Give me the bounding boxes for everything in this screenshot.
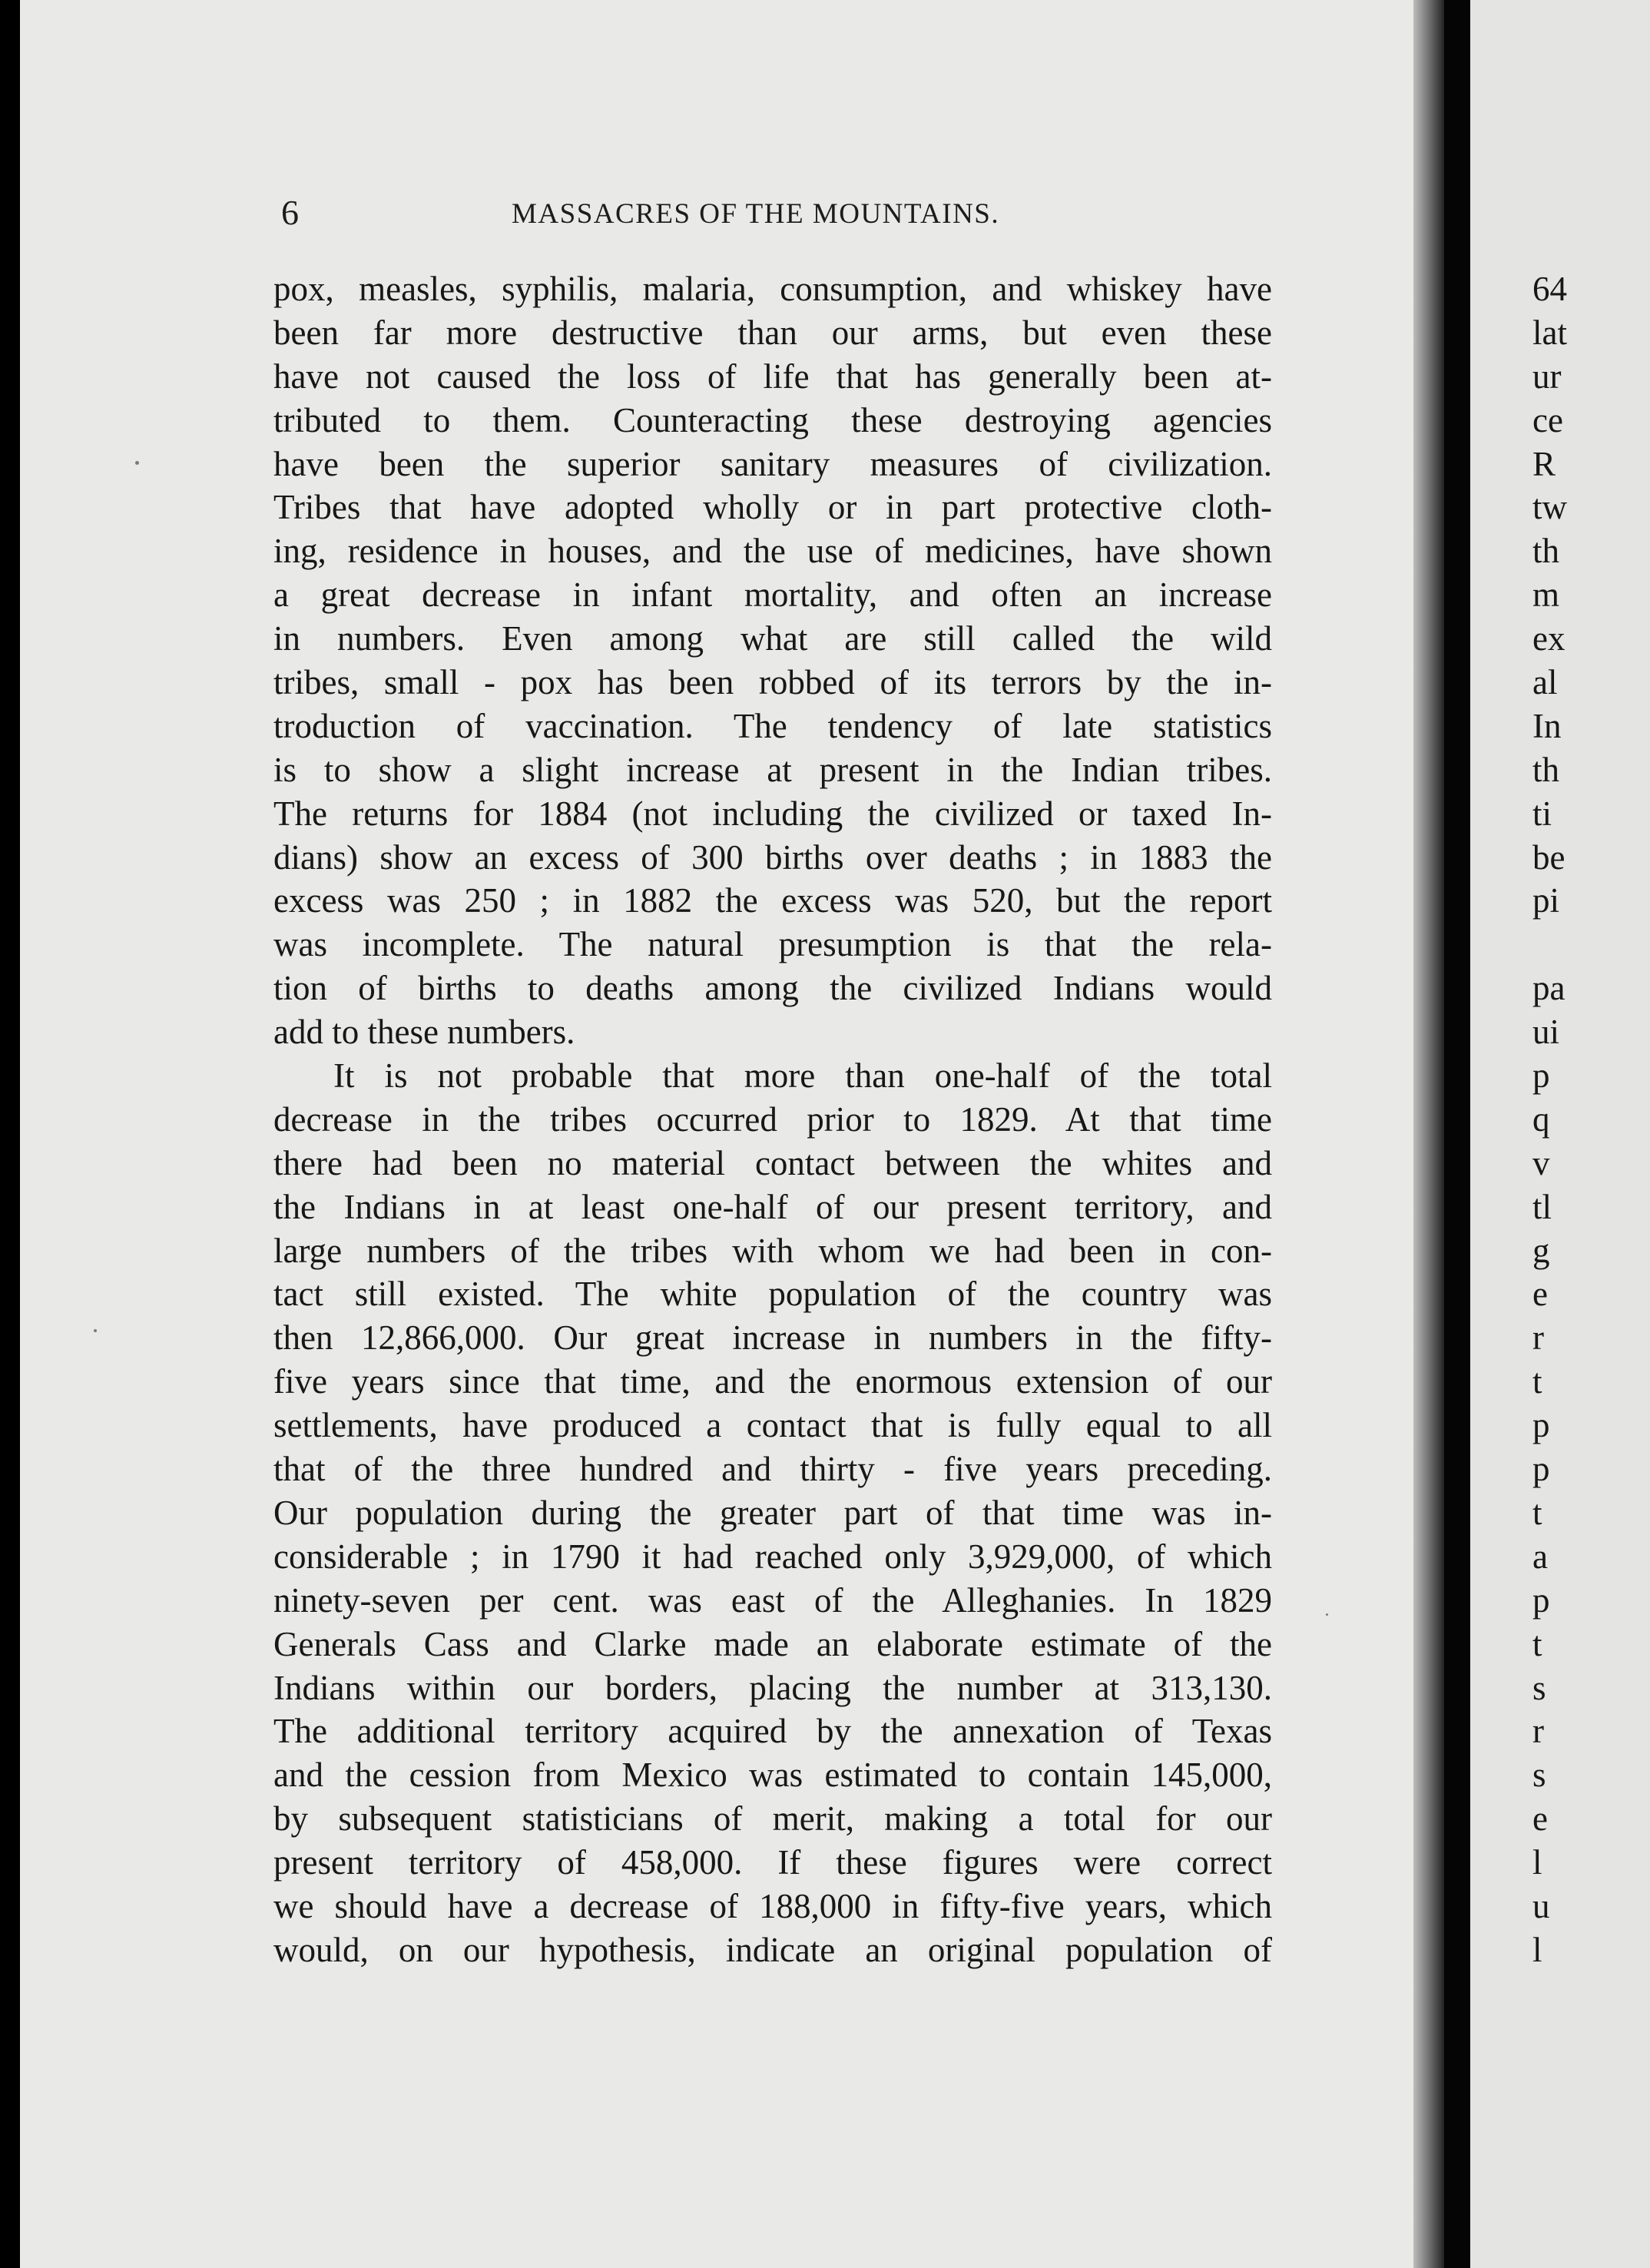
- text-line: tribes, small - pox has been robbed of its terrors by the in-: [273, 663, 1272, 702]
- facing-text-fragment: ce: [1532, 400, 1563, 439]
- text-line: by subsequent statisticians of merit, making a total for our: [273, 1799, 1272, 1839]
- facing-text-fragment: v: [1532, 1143, 1550, 1182]
- text-line: tact still existed. The white population of the country was: [273, 1275, 1272, 1314]
- text-line: troduction of vaccination. The tendency of late statistics: [273, 706, 1272, 745]
- text-line: in numbers. Even among what are still called the wild: [273, 619, 1272, 658]
- facing-text-fragment: t: [1532, 1362, 1542, 1401]
- facing-text-fragment: tw: [1532, 488, 1567, 527]
- running-title: MASSACRES OF THE MOUNTAINS.: [512, 198, 1000, 230]
- text-line: decrease in the tribes occurred prior to 1829. At that time: [273, 1099, 1272, 1139]
- facing-text-fragment: ti: [1532, 794, 1552, 833]
- page-edge-shadow: [1413, 0, 1446, 2268]
- text-line: would, on our hypothesis, indicate an original population of: [273, 1930, 1272, 1969]
- text-line: considerable ; in 1790 it had reached only 3,929,000, of which: [273, 1537, 1272, 1576]
- facing-text-fragment: be: [1532, 837, 1566, 877]
- facing-text-fragment: R: [1532, 444, 1556, 483]
- text-line: large numbers of the tribes with whom we had been in con-: [273, 1231, 1272, 1270]
- text-line: present territory of 458,000. If these figures were correct: [273, 1843, 1272, 1882]
- paper-speck: [94, 1329, 97, 1332]
- facing-text-fragment: q: [1532, 1099, 1550, 1139]
- facing-text-fragment: r: [1532, 1712, 1544, 1751]
- facing-text-fragment: m: [1532, 575, 1560, 615]
- text-line: ninety-seven per cent. was east of the Alleghanies. In 1829: [273, 1580, 1272, 1620]
- paragraph: [273, 267, 1272, 1054]
- facing-text-fragment: In: [1532, 706, 1562, 745]
- book-gutter: [1444, 0, 1472, 2268]
- facing-text-fragment: p: [1532, 1406, 1550, 1445]
- facing-text-fragment: ui: [1532, 1013, 1560, 1052]
- text-line: tion of births to deaths among the civilized Indians would: [273, 969, 1272, 1008]
- text-line: then 12,866,000. Our great increase in numbers in the fifty-: [273, 1318, 1272, 1358]
- facing-text-fragment: al: [1532, 663, 1558, 702]
- text-line: that of the three hundred and thirty - five years preceding.: [273, 1450, 1272, 1489]
- text-line: The returns for 1884 (not including the civilized or taxed In-: [273, 794, 1272, 833]
- facing-text-fragment: 64: [1532, 270, 1567, 308]
- text-line: a great decrease in infant mortality, and often an increase: [273, 575, 1272, 615]
- facing-text-fragment: t: [1532, 1624, 1542, 1663]
- facing-text-fragment: p: [1532, 1580, 1550, 1620]
- facing-text-fragment: t: [1532, 1493, 1542, 1532]
- facing-text-fragment: ex: [1532, 619, 1566, 658]
- text-line: It is not probable that more than one-half of the total: [333, 1056, 1272, 1096]
- facing-text-fragment: lat: [1532, 313, 1567, 352]
- page-number: 6: [281, 193, 299, 232]
- facing-text-fragment: l: [1532, 1930, 1542, 1969]
- paper-speck: [1326, 1613, 1328, 1616]
- facing-text-fragment: s: [1532, 1668, 1546, 1707]
- text-line: been far more destructive than our arms, but even these: [273, 313, 1272, 352]
- text-line: and the cession from Mexico was estimated to contain 145,000,: [273, 1756, 1272, 1795]
- facing-text-fragment: a: [1532, 1537, 1548, 1576]
- text-line: Our population during the greater part of that time was in-: [273, 1493, 1272, 1532]
- text-line: was incomplete. The natural presumption is that the rela-: [273, 925, 1272, 964]
- facing-text-fragment: pi: [1532, 881, 1560, 920]
- text-line: five years since that time, and the enormous extension of our: [273, 1362, 1272, 1401]
- facing-text-fragment: e: [1532, 1275, 1548, 1314]
- text-line: have been the superior sanitary measures of civilization.: [273, 444, 1272, 483]
- text-line: add to these numbers.: [273, 1013, 575, 1052]
- text-line: excess was 250 ; in 1882 the excess was 520, but the report: [273, 881, 1272, 920]
- text-line: there had been no material contact between the whites and: [273, 1143, 1272, 1182]
- facing-text-fragment: th: [1532, 750, 1560, 789]
- facing-text-fragment: r: [1532, 1318, 1544, 1358]
- facing-text-fragment: p: [1532, 1056, 1550, 1096]
- paper-speck: [135, 461, 139, 465]
- text-line: Tribes that have adopted wholly or in part protective cloth-: [273, 488, 1272, 527]
- text-line: settlements, have produced a contact that is fully equal to all: [273, 1406, 1272, 1445]
- facing-text-fragment: l: [1532, 1843, 1542, 1882]
- facing-page-text: [1532, 267, 1650, 1972]
- text-line: the Indians in at least one-half of our present territory, and: [273, 1187, 1272, 1226]
- running-head: [281, 194, 1272, 232]
- facing-text-fragment: s: [1532, 1756, 1546, 1795]
- text-line: is to show a slight increase at present in the Indian tribes.: [273, 750, 1272, 789]
- facing-text-fragment: p: [1532, 1450, 1550, 1489]
- text-line: Generals Cass and Clarke made an elaborate estimate of the: [273, 1624, 1272, 1663]
- text-line: Indians within our borders, placing the number at 313,130.: [273, 1668, 1272, 1707]
- facing-text-fragment: ur: [1532, 356, 1562, 396]
- facing-text-fragment: th: [1532, 532, 1560, 571]
- facing-text-fragment: pa: [1532, 969, 1566, 1008]
- text-line: we should have a decrease of 188,000 in fifty-five years, which: [273, 1886, 1272, 1925]
- text-line: ing, residence in houses, and the use of medicines, have shown: [273, 532, 1272, 571]
- text-line: dians) show an excess of 300 births over deaths ; in 1883 the: [273, 837, 1272, 877]
- facing-text-fragment: g: [1532, 1231, 1550, 1270]
- facing-text-fragment: tl: [1532, 1187, 1552, 1226]
- text-line: tributed to them. Counteracting these destroying agencies: [273, 400, 1272, 439]
- paragraph: [273, 1054, 1272, 1972]
- facing-text-fragment: u: [1532, 1886, 1550, 1925]
- text-line: have not caused the loss of life that has generally been at-: [273, 356, 1272, 396]
- text-line: pox, measles, syphilis, malaria, consumption, and whiskey have: [273, 270, 1272, 308]
- text-line: The additional territory acquired by the annexation of Texas: [273, 1712, 1272, 1751]
- body-text: [273, 267, 1272, 1972]
- facing-text-fragment: e: [1532, 1799, 1548, 1839]
